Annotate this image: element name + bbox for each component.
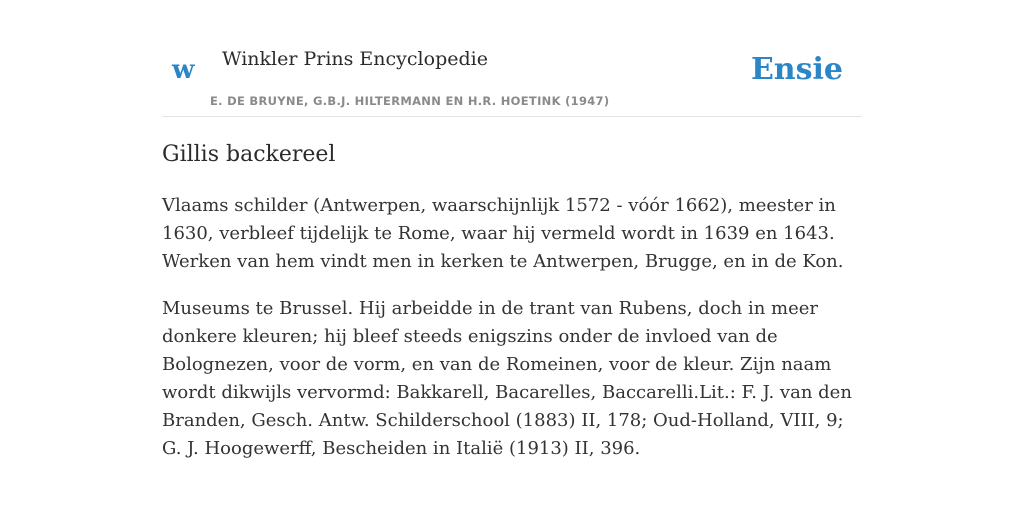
ensie-logo-link[interactable]: Ensie <box>750 52 843 87</box>
entry-paragraph: Vlaams schilder (Antwerpen, waarschijnlijk 1572 - vóór 1662), meester in 1630, verbleef tijdelijk te Rome, waar hij vermeld wordt in 1639 en 1643. Werken van hem vindt men in kerken te Antwerpen, Brugge, en in de Kon. <box>162 195 844 272</box>
entry-title: Gillis backereel <box>162 142 336 167</box>
article-page <box>162 0 862 459</box>
entry-paragraph: Museums te Brussel. Hij arbeidde in de trant van Rubens, doch in meer donkere kleuren; hij bleef steeds enigszins onder de invloed van de Bolognezen, voor de vorm, en van de Romeinen, voor de kleur. Zijn naam wordt dikwijls vervormd: Bakkarell, Bacarelles, Baccarelli.Lit.: F. J. van den Branden, Gesch. Antw. Schilderschool (1883) II, 178; Oud-Holland, VIII, 9; G. J. Hoogewerff, Bescheiden in Italië (1913) II, 396. <box>162 298 852 459</box>
source-title-link[interactable]: Winkler Prins Encyclopedie <box>222 48 488 70</box>
source-logo-icon[interactable]: w <box>172 55 195 85</box>
source-authors: E. DE BRUYNE, G.B.J. HILTERMANN EN H.R. HOETINK (1947) <box>210 94 610 108</box>
source-header <box>162 0 862 117</box>
